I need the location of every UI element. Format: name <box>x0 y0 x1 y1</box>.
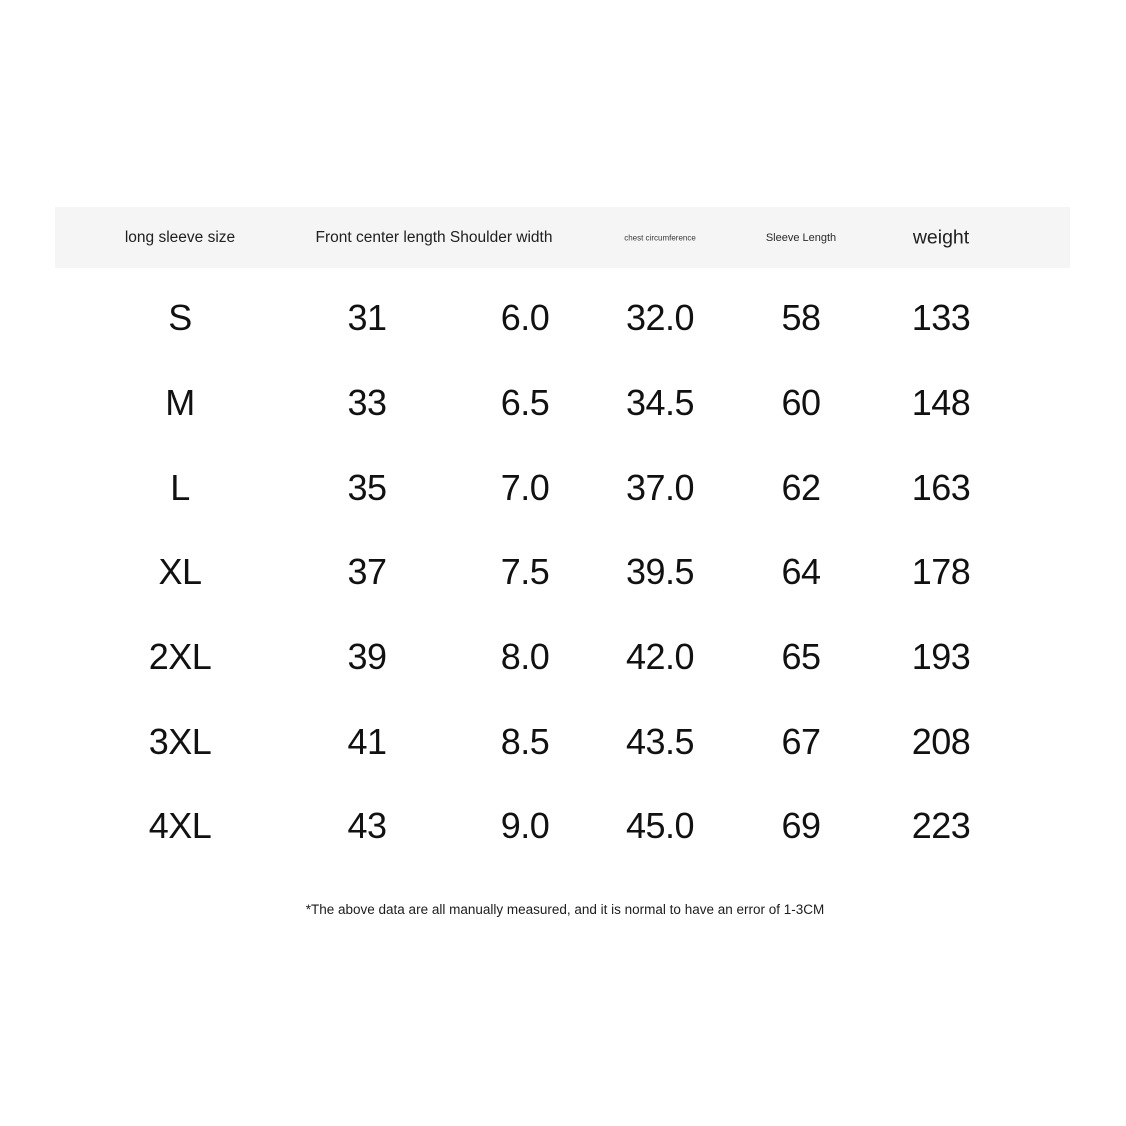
cell-size: XL <box>158 551 202 593</box>
cell-weight: 223 <box>911 805 971 847</box>
cell-chest: 39.5 <box>625 551 695 593</box>
cell-chest: 32.0 <box>625 297 695 339</box>
cell-chest: 34.5 <box>625 382 695 424</box>
cell-shoulder: 6.5 <box>500 382 550 424</box>
cell-front: 39 <box>347 636 387 678</box>
table-row <box>55 276 1070 361</box>
cell-weight: 193 <box>911 636 971 678</box>
cell-size: L <box>170 466 190 508</box>
cell-sleeve: 64 <box>781 551 821 593</box>
table-row <box>55 784 1070 869</box>
cell-size: 4XL <box>148 805 212 847</box>
measurement-disclaimer-footnote: *The above data are all manually measured, and it is normal to have an error of 1-3CM <box>305 902 825 917</box>
cell-sleeve: 67 <box>781 720 821 762</box>
cell-shoulder: 8.0 <box>500 636 550 678</box>
cell-chest: 42.0 <box>625 636 695 678</box>
table-row <box>55 361 1070 446</box>
cell-weight: 178 <box>911 551 971 593</box>
cell-shoulder: 7.0 <box>500 466 550 508</box>
header-long-sleeve-size: long sleeve size <box>124 228 236 246</box>
cell-front: 37 <box>347 551 387 593</box>
table-row <box>55 699 1070 784</box>
cell-chest: 43.5 <box>625 720 695 762</box>
cell-weight: 208 <box>911 720 971 762</box>
cell-chest: 37.0 <box>625 466 695 508</box>
cell-front: 43 <box>347 805 387 847</box>
cell-size: 2XL <box>148 636 212 678</box>
cell-shoulder: 6.0 <box>500 297 550 339</box>
cell-size: S <box>168 297 192 339</box>
header-weight: weight <box>912 226 970 248</box>
cell-shoulder: 9.0 <box>500 805 550 847</box>
cell-sleeve: 65 <box>781 636 821 678</box>
cell-size: 3XL <box>148 720 212 762</box>
cell-front: 33 <box>347 382 387 424</box>
cell-front: 31 <box>347 297 387 339</box>
cell-front: 35 <box>347 466 387 508</box>
table-row <box>55 530 1070 615</box>
cell-size: M <box>165 382 195 424</box>
cell-chest: 45.0 <box>625 805 695 847</box>
table-body <box>55 276 1070 869</box>
table-header-row <box>55 207 1070 268</box>
cell-shoulder: 8.5 <box>500 720 550 762</box>
header-sleeve-length: Sleeve Length <box>765 231 837 244</box>
cell-shoulder: 7.5 <box>500 551 550 593</box>
cell-sleeve: 62 <box>781 466 821 508</box>
cell-front: 41 <box>347 720 387 762</box>
header-front-center-length-shoulder-width: Front center length Shoulder width <box>315 228 553 246</box>
cell-weight: 148 <box>911 382 971 424</box>
cell-sleeve: 58 <box>781 297 821 339</box>
cell-sleeve: 60 <box>781 382 821 424</box>
cell-weight: 163 <box>911 466 971 508</box>
cell-sleeve: 69 <box>781 805 821 847</box>
table-row <box>55 445 1070 530</box>
table-row <box>55 615 1070 700</box>
cell-weight: 133 <box>911 297 971 339</box>
header-chest-circumference: chest circumference <box>624 233 696 242</box>
